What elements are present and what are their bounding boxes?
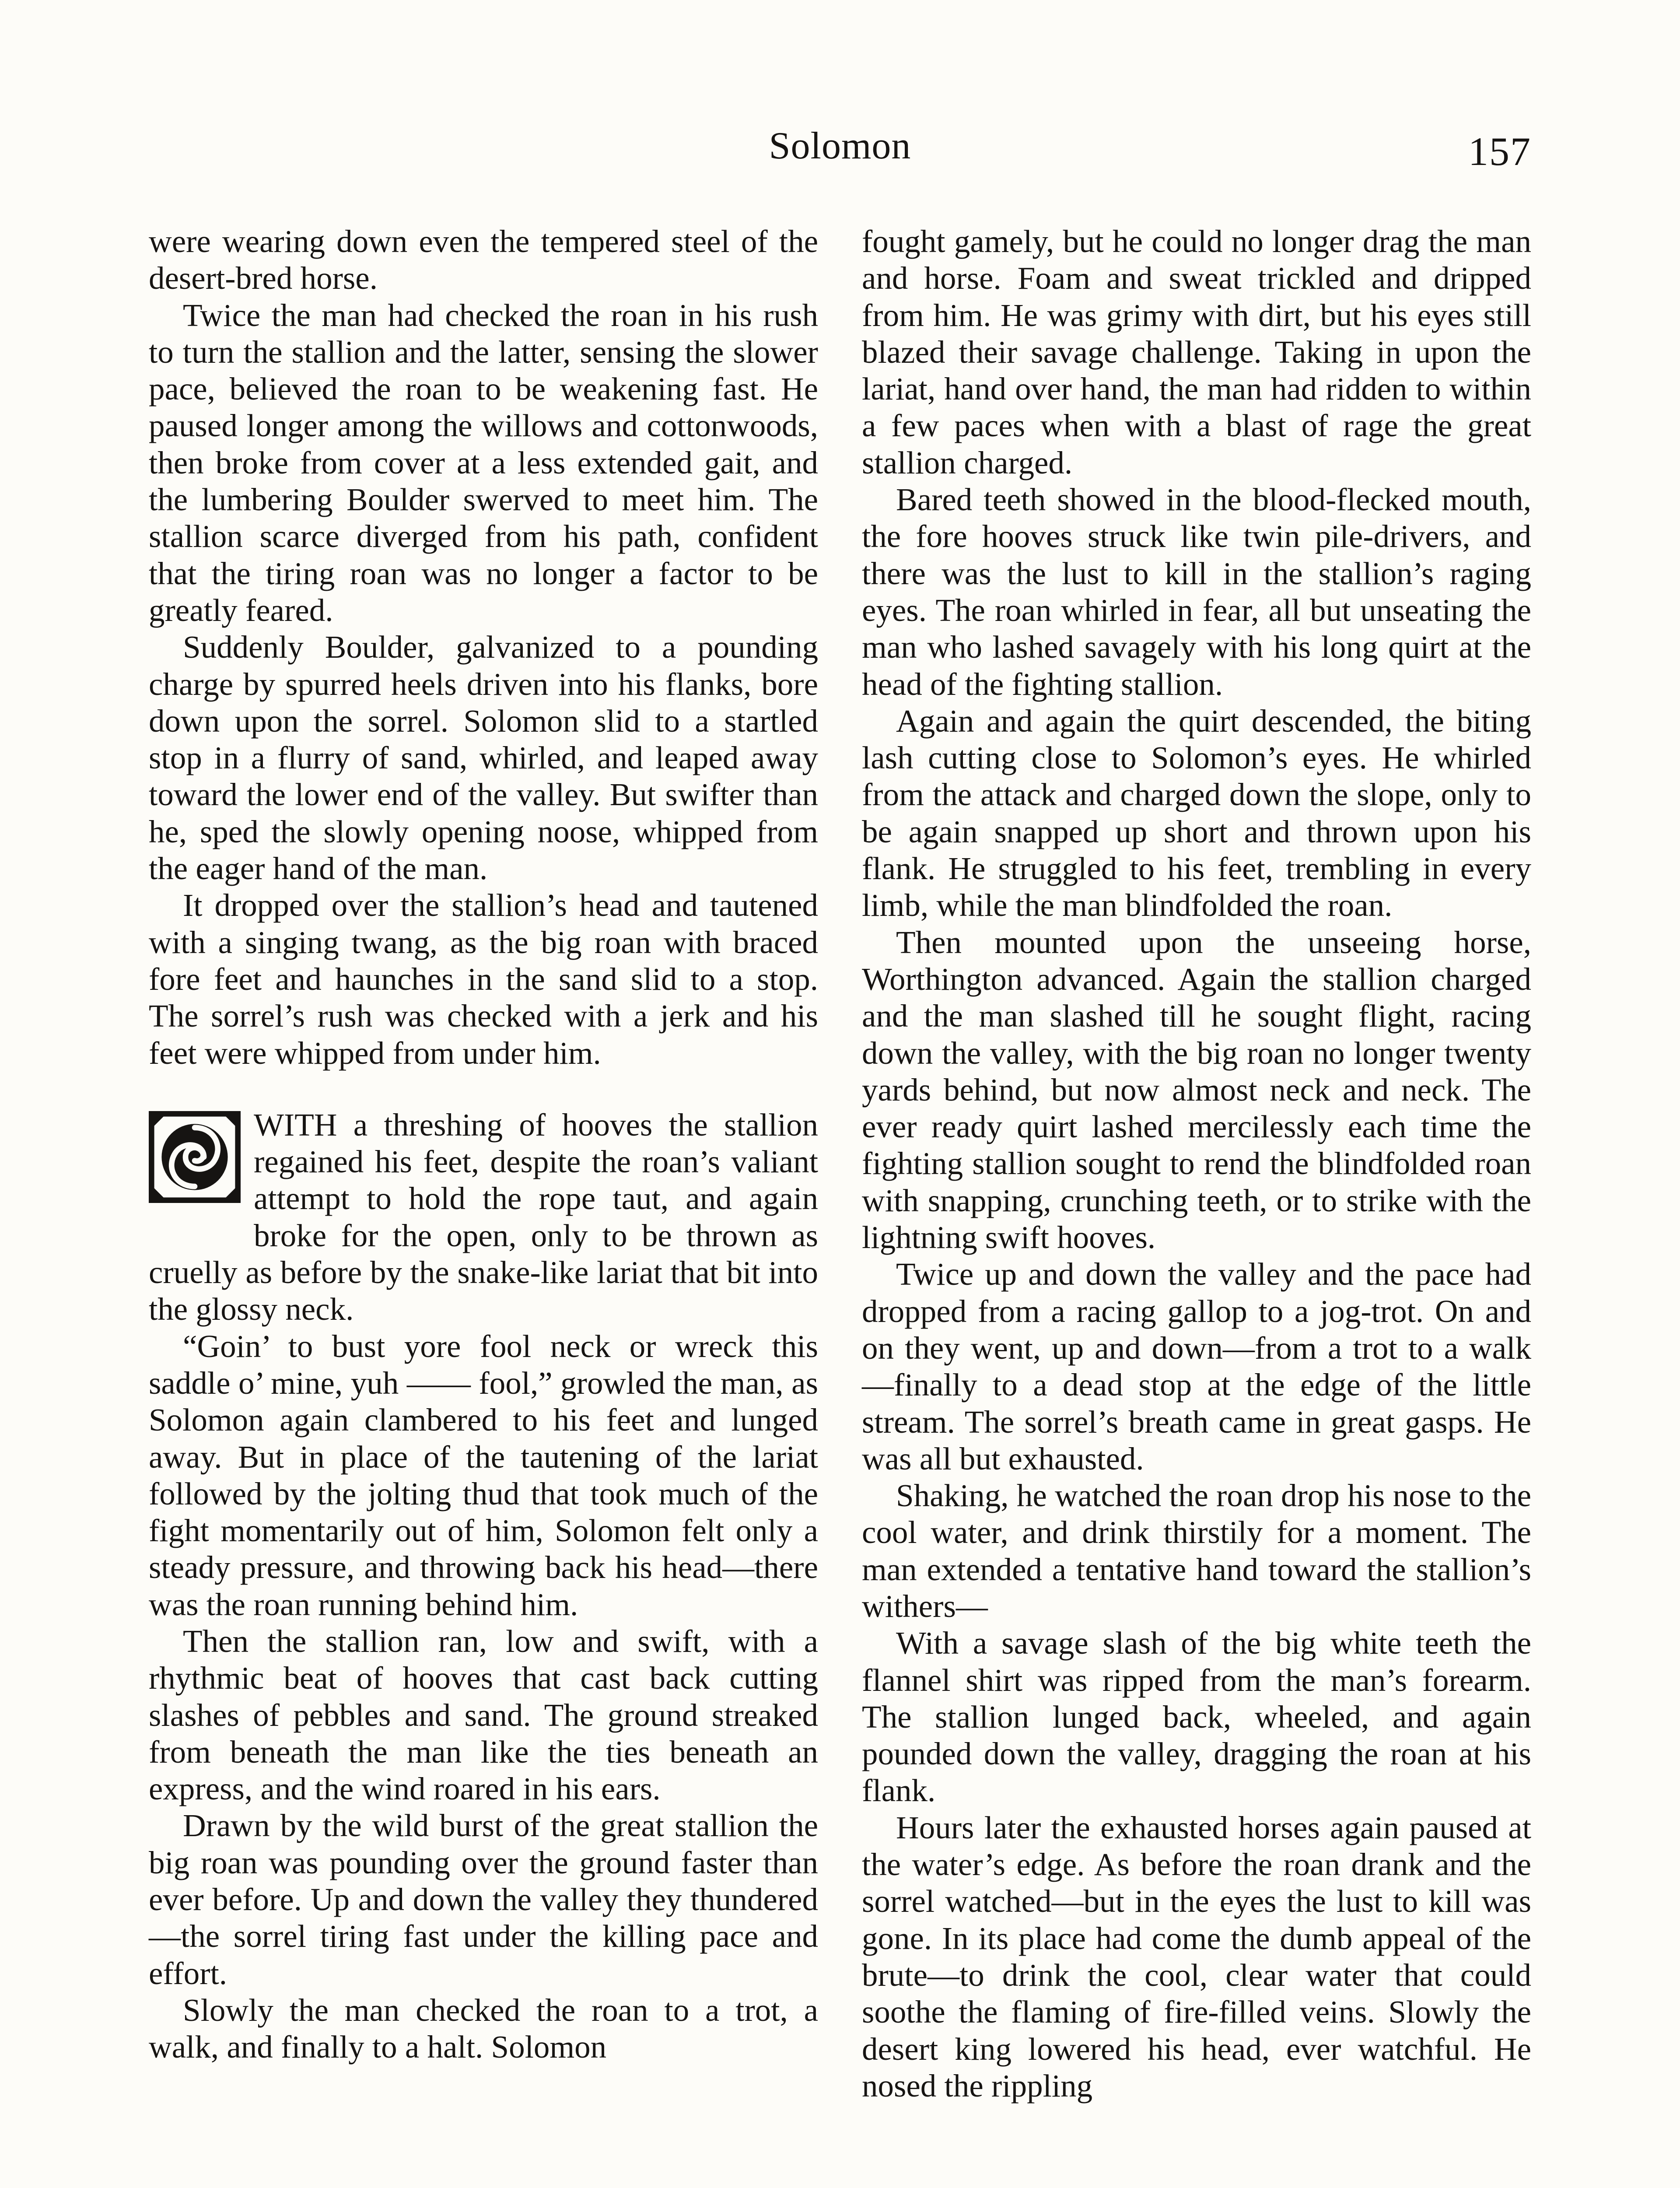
paragraph: Hours later the exhausted horses again paused at the water’s edge. As before the roan drank and the sorrel watched—but in the eyes the lust to kill was gone. In its place had come the dumb appeal of the brute—to drink the cool, clear water that could soothe the flaming of fire-filled veins. Slowly the desert king lowered his head, ever watchful. He nosed the rippling <box>862 1809 1531 2104</box>
running-title: Solomon <box>769 125 911 167</box>
paragraph: Shaking, he watched the roan drop his nose to the cool water, and drink thirstily for a moment. The man extended a tentative hand toward the stallion’s withers— <box>862 1478 1531 1624</box>
paragraph: Then mounted upon the unseeing horse, Worthington advanced. Again the stallion charged and the man slashed till he sought flight, racing down the valley, with the big roan no longer twenty yards behind, but now almost neck and neck. The ever ready quirt lashed mercilessly each time the fighting stallion sought to rend the blindfolded roan with snapping, crunching teeth, or to strike with the lightning swift hooves. <box>862 924 1531 1255</box>
paragraph: Then the stallion ran, low and swift, with a rhythmic beat of hooves that cast back cutting slashes of pebbles and sand. The ground streaked from beneath the man like the ties beneath an express, and the wind roared in his ears. <box>149 1623 818 1807</box>
paragraph: fought gamely, but he could no longer drag the man and horse. Foam and sweat trickled and dripped from him. He was grimy with dirt, but his eyes still blazed their savage challenge. Taking in upon the lariat, hand over hand, the man had ridden to within a few paces when with a blast of rage the great stallion charged. <box>862 224 1531 480</box>
paragraph: were wearing down even the tempered steel of the desert-bred horse. <box>149 224 818 296</box>
paragraph: It dropped over the stallion’s head and tautened with a singing twang, as the big roan with braced fore feet and haunches in the sand slid to a stop. The sorrel’s rush was checked with a jerk and his feet were whipped from under him. <box>149 887 818 1071</box>
paragraph: Bared teeth showed in the blood-flecked mouth, the fore hooves struck like twin pile-drivers, and there was the lust to kill in the stallion’s raging eyes. The roan whirled in fear, all but unseating the man who lashed savagely with his long quirt at the head of the fighting stallion. <box>862 482 1531 702</box>
paragraph: Again and again the quirt descended, the biting lash cutting close to Solomon’s eyes. He whirled from the attack and charged down the slope, only to be again snapped up short and thrown upon his flank. He struggled to his feet, trembling in every limb, while the man blindfolded the roan. <box>862 703 1531 923</box>
right-column <box>862 223 1531 2104</box>
section-break <box>149 1072 818 1107</box>
paragraph: Slowly the man checked the roan to a trot, a walk, and finally to a halt. Solomon <box>149 1992 818 2065</box>
left-column <box>149 223 818 2066</box>
ornamental-swirl-icon <box>149 1111 241 1220</box>
paragraph: Drawn by the wild burst of the great stallion the big roan was pounding over the ground faster than ever before. Up and down the valley they thundered—the sorrel tiring fast under the killing pace and effort. <box>149 1808 818 1991</box>
paragraph: WITH a threshing of hooves the stallion regained his feet, despite the roan’s valiant attempt to hold the rope taut, and again broke for the open, only to be thrown as cruelly as before by the snake-like lariat that bit into the glossy neck. <box>149 1107 818 1327</box>
paragraph: “Goin’ to bust yore fool neck or wreck this saddle o’ mine, yuh —— fool,” growled the man, as Solomon again clambered to his feet and lunged away. But in place of the tautening of the lariat followed by the jolting thud that took much of the fight momentarily out of him, Solomon felt only a steady pressure, and throwing back his head—there was the roan running behind him. <box>149 1328 818 1622</box>
paragraph: Suddenly Boulder, galvanized to a pounding charge by spurred heels driven into his flanks, bore down upon the sorrel. Solomon slid to a startled stop in a flurry of sand, whirled, and leaped away toward the lower end of the valley. But swifter than he, sped the slowly opening noose, whipped from the eager hand of the man. <box>149 629 818 887</box>
paragraph: Twice the man had checked the roan in his rush to turn the stallion and the latter, sensing the slower pace, believed the roan to be weakening fast. He paused longer among the willows and cottonwoods, then broke from cover at a less extended gait, and the lumbering Boulder swerved to meet him. The stallion scarce diverged from his path, confident that the tiring roan was no longer a factor to be greatly feared. <box>149 297 818 628</box>
paragraph: With a savage slash of the big white teeth the flannel shirt was ripped from the man’s forearm. The stallion lunged back, wheeled, and again pounded down the valley, dragging the roan at his flank. <box>862 1625 1531 1809</box>
page-number: 157 <box>1468 129 1531 174</box>
paragraph: Twice up and down the valley and the pace had dropped from a racing gallop to a jog-trot. On and on they went, up and down—from a trot to a walk—finally to a dead stop at the edge of the little stream. The sorrel’s breath came in great gasps. He was all but exhausted. <box>862 1256 1531 1476</box>
